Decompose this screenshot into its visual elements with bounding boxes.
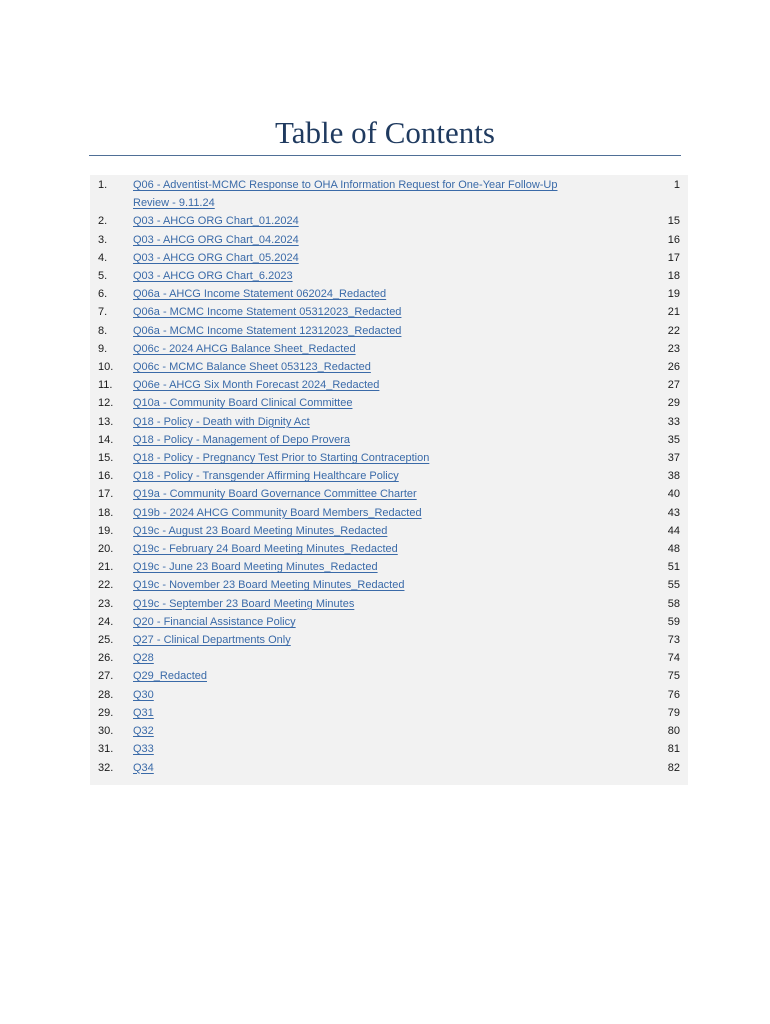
toc-entry-number: 12. (98, 397, 114, 410)
toc-list (90, 175, 688, 785)
toc-entry-number: 26. (98, 652, 114, 665)
toc-entry-link[interactable]: Q20 - Financial Assistance Policy (133, 615, 296, 628)
toc-entry-page: 44 (667, 524, 680, 537)
toc-entry (90, 322, 688, 340)
toc-entry-link[interactable]: Q10a - Community Board Clinical Committee (133, 397, 353, 410)
toc-entry-link[interactable]: Q19c - June 23 Board Meeting Minutes_Redacted (133, 561, 378, 574)
toc-entry (90, 340, 688, 358)
document-title: Table of Contents (275, 115, 495, 150)
toc-entry-number: 16. (98, 470, 114, 483)
toc-entry (90, 504, 688, 522)
toc-entry (90, 231, 688, 249)
toc-entry-page: 35 (667, 433, 680, 446)
toc-entry-number: 21. (98, 561, 114, 574)
toc-entry-link[interactable]: Q27 - Clinical Departments Only (133, 634, 291, 647)
toc-entry-link[interactable]: Q28 (133, 652, 154, 665)
toc-entry-link[interactable]: Q06e - AHCG Six Month Forecast 2024_Redacted (133, 379, 380, 392)
toc-entry-number: 1. (98, 179, 108, 191)
toc-entry-link[interactable]: Q06 - Adventist-MCMC Response to OHA Information Request for One-Year Follow-Up Review - 9.11.24 (133, 179, 558, 210)
toc-entry (90, 303, 688, 321)
toc-entry-link[interactable]: Q30 (133, 688, 154, 701)
toc-entry-number: 11. (98, 379, 113, 392)
toc-entry (90, 613, 688, 631)
toc-entry-link[interactable]: Q32 (133, 725, 154, 738)
toc-entry (90, 522, 688, 540)
toc-entry-link[interactable]: Q19c - August 23 Board Meeting Minutes_Redacted (133, 524, 388, 537)
toc-entry-number: 6. (98, 288, 108, 301)
toc-entry (90, 631, 688, 649)
toc-entry (90, 722, 688, 740)
toc-entry-link[interactable]: Q19c - September 23 Board Meeting Minutes (133, 597, 355, 610)
toc-entry-number: 29. (98, 706, 114, 719)
toc-entry (90, 358, 688, 376)
toc-entry (90, 467, 688, 485)
toc-entry-number: 30. (98, 725, 114, 738)
toc-entry-number: 3. (98, 233, 108, 246)
toc-entry (90, 449, 688, 467)
toc-entry (90, 212, 688, 230)
toc-entry (90, 413, 688, 431)
toc-entry-link[interactable]: Q19b - 2024 AHCG Community Board Members_Redacted (133, 506, 422, 519)
toc-entry-number: 15. (98, 452, 114, 465)
toc-entry-link[interactable]: Q31 (133, 706, 154, 719)
toc-entry-page: 48 (667, 543, 680, 556)
toc-entry-number: 24. (98, 615, 114, 628)
toc-entry-page: 74 (667, 652, 680, 665)
toc-entry-number: 27. (98, 670, 114, 683)
toc-entry-page: 23 (667, 342, 680, 355)
toc-entry (90, 595, 688, 613)
toc-entry-page: 59 (667, 615, 680, 628)
toc-entry-page: 75 (667, 670, 680, 683)
toc-entry-page: 33 (667, 415, 680, 428)
toc-entry-page: 27 (667, 379, 680, 392)
toc-entry-page: 17 (667, 251, 680, 264)
toc-entry-number: 2. (98, 215, 108, 228)
toc-entry (90, 576, 688, 594)
toc-entry-number: 4. (98, 251, 108, 264)
toc-entry-number: 23. (98, 597, 114, 610)
toc-entry-page: 16 (667, 233, 680, 246)
toc-entry (90, 485, 688, 503)
toc-entry (90, 267, 688, 285)
toc-entry-link[interactable]: Q33 (133, 743, 154, 756)
toc-entry-page: 76 (667, 688, 680, 701)
toc-entry-link[interactable]: Q06c - 2024 AHCG Balance Sheet_Redacted (133, 342, 356, 355)
toc-entry-page: 80 (667, 725, 680, 738)
toc-entry-page: 21 (667, 306, 680, 319)
toc-entry-link[interactable]: Q18 - Policy - Pregnancy Test Prior to Starting Contraception (133, 452, 430, 465)
toc-entry (90, 431, 688, 449)
toc-entry (90, 759, 688, 777)
toc-entry-page: 73 (667, 634, 680, 647)
toc-entry-page: 15 (667, 215, 680, 228)
toc-entry-number: 17. (98, 488, 114, 501)
toc-entry-number: 25. (98, 634, 114, 647)
toc-entry (90, 558, 688, 576)
title-divider (89, 155, 681, 156)
toc-entry-page: 79 (667, 706, 680, 719)
toc-entry-page: 37 (667, 452, 680, 465)
toc-entry-page: 82 (667, 761, 680, 774)
toc-entry-page: 18 (667, 270, 680, 283)
toc-entry-link[interactable]: Q06a - MCMC Income Statement 05312023_Redacted (133, 306, 402, 319)
toc-entry-page: 38 (667, 470, 680, 483)
toc-entry (90, 540, 688, 558)
toc-entry-page: 29 (667, 397, 680, 410)
toc-entry-number: 22. (98, 579, 114, 592)
toc-entry-number: 32. (98, 761, 114, 774)
toc-entry-number: 10. (98, 361, 114, 374)
toc-entry (90, 649, 688, 667)
toc-entry-link[interactable]: Q29_Redacted (133, 670, 207, 683)
toc-entry (90, 740, 688, 758)
toc-entry-number: 9. (98, 342, 108, 355)
toc-entry (90, 394, 688, 412)
toc-entry-link[interactable]: Q06a - MCMC Income Statement 12312023_Redacted (133, 324, 402, 337)
toc-entry-link[interactable]: Q06c - MCMC Balance Sheet 053123_Redacted (133, 361, 371, 374)
toc-entry-page: 22 (667, 324, 680, 337)
toc-entry-number: 5. (98, 270, 108, 283)
toc-entry-link[interactable]: Q03 - AHCG ORG Chart_01.2024 (133, 215, 299, 228)
toc-entry (90, 285, 688, 303)
toc-entry-number: 14. (98, 433, 114, 446)
toc-entry-link[interactable]: Q18 - Policy - Management of Depo Provera (133, 433, 351, 446)
toc-entry-number: 7. (98, 306, 108, 319)
toc-entry (90, 667, 688, 685)
toc-entry-page: 81 (667, 743, 680, 756)
toc-entry-link[interactable]: Q06a - AHCG Income Statement 062024_Redacted (133, 288, 387, 301)
toc-entry-link[interactable]: Q19c - November 23 Board Meeting Minutes_Redacted (133, 579, 405, 592)
toc-entry-page: 40 (667, 488, 680, 501)
toc-entry-number: 20. (98, 543, 114, 556)
toc-entry-number: 31. (98, 743, 114, 756)
toc-entry (90, 704, 688, 722)
toc-entry-page: 51 (667, 561, 680, 574)
toc-entry-page: 26 (667, 361, 680, 374)
toc-entry-page: 55 (667, 579, 680, 592)
toc-entry (90, 176, 688, 212)
toc-entry-page: 43 (667, 506, 680, 519)
toc-entry (90, 686, 688, 704)
toc-entry-link[interactable]: Q03 - AHCG ORG Chart_6.2023 (133, 270, 293, 283)
toc-entry-number: 13. (98, 415, 114, 428)
toc-entry-link[interactable]: Q03 - AHCG ORG Chart_05.2024 (133, 251, 299, 264)
toc-entry (90, 376, 688, 394)
toc-entry-number: 19. (98, 524, 114, 537)
toc-entry-page: 58 (667, 597, 680, 610)
toc-entry-number: 8. (98, 324, 108, 337)
toc-entry-link[interactable]: Q19c - February 24 Board Meeting Minutes_Redacted (133, 543, 398, 556)
toc-entry-number: 18. (98, 506, 114, 519)
toc-entry-link[interactable]: Q18 - Policy - Transgender Affirming Healthcare Policy (133, 470, 399, 483)
toc-entry-link[interactable]: Q03 - AHCG ORG Chart_04.2024 (133, 233, 299, 246)
toc-entry-number: 28. (98, 688, 114, 701)
toc-entry-page: 1 (673, 179, 680, 191)
toc-entry-link[interactable]: Q19a - Community Board Governance Committee Charter (133, 488, 417, 501)
toc-entry-link[interactable]: Q18 - Policy - Death with Dignity Act (133, 415, 310, 428)
toc-entry-link[interactable]: Q34 (133, 761, 154, 774)
toc-entry (90, 249, 688, 267)
toc-entry-page: 19 (667, 288, 680, 301)
